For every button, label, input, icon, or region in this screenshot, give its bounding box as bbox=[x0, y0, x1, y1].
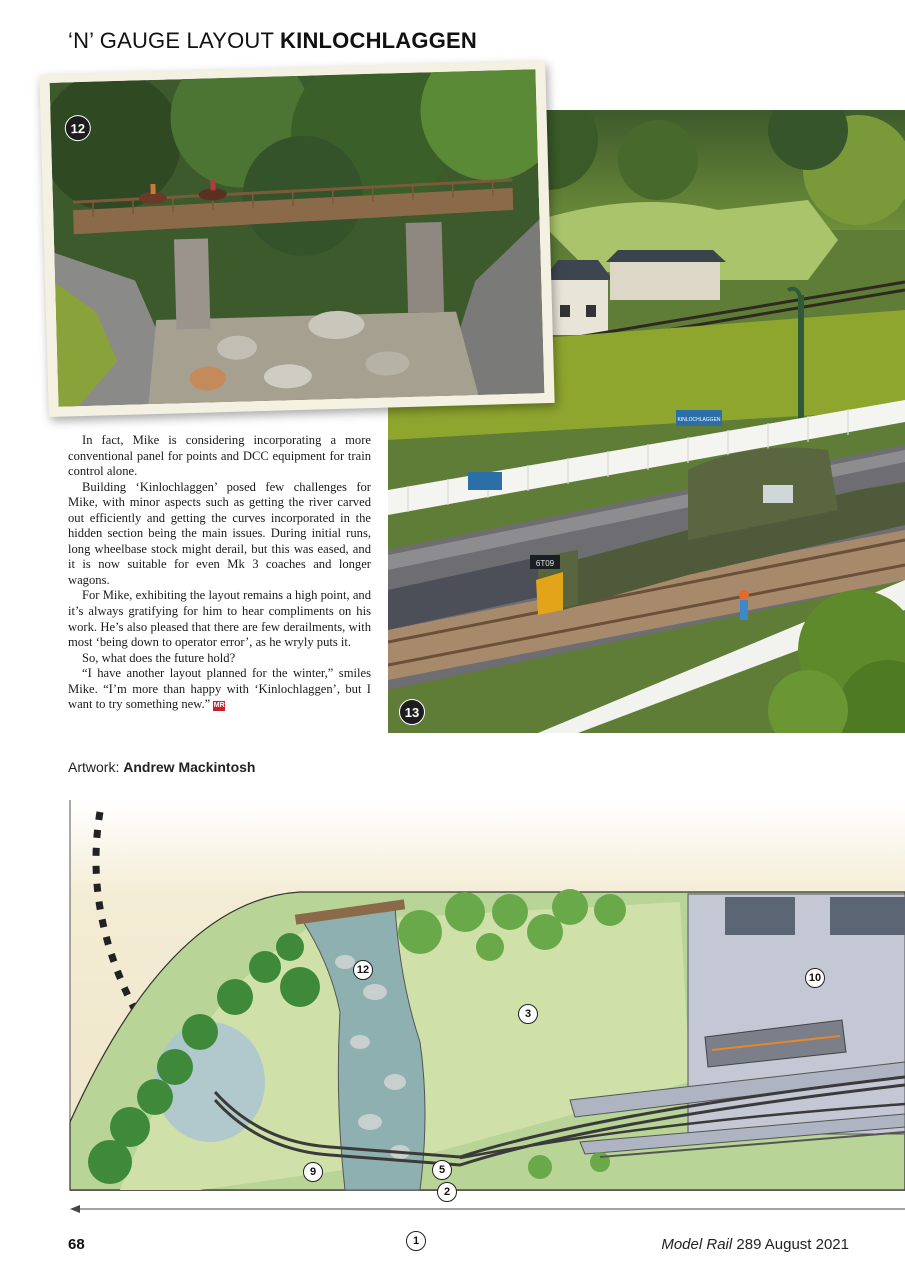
magazine-credit bbox=[661, 1236, 849, 1253]
page-header bbox=[68, 28, 477, 54]
article-body bbox=[68, 433, 371, 713]
camera-marker-icon: 1 bbox=[406, 1231, 426, 1251]
article-paragraph: In fact, Mike is considering incorporating a more conventional panel for points and DCC equipment for train control alone. bbox=[68, 433, 371, 479]
photo-bridge-scene bbox=[39, 61, 554, 417]
end-mark-icon: MR bbox=[213, 702, 225, 710]
magazine-name: Model Rail bbox=[661, 1236, 733, 1253]
article-paragraph: For Mike, exhibiting the layout remains a high point, and it’s always gratifying for him to hear compliments on his work. He’s also pleased that there are few derailments, with most ‘being down to operator error’, as he wryly puts it. bbox=[68, 588, 371, 650]
header-prefix: ‘N’ GAUGE LAYOUT bbox=[68, 28, 274, 53]
camera-marker-icon: 12 bbox=[353, 960, 373, 980]
camera-marker-icon: 3 bbox=[518, 1004, 538, 1024]
photo-number-badge: 13 bbox=[399, 699, 425, 725]
artwork-credit bbox=[68, 759, 255, 775]
camera-marker-icon: 10 bbox=[805, 968, 825, 988]
article-paragraph: “I have another layout planned for the winter,” smiles Mike. “I’m more than happy with ‘Kinlochlaggen’, but I want to try something new.” bbox=[68, 666, 371, 712]
camera-marker-icon: 9 bbox=[303, 1162, 323, 1182]
track-plan-drawing bbox=[0, 782, 905, 1222]
article-paragraph: Building ‘Kinlochlaggen’ posed few challenges for Mike, with minor aspects such as getting the river carved out efficiently and getting the curves incorporated in the hidden section being the main issues. During initial runs, long wheelbase stock might derail, but this was eased, and it is now suitable for even Mk 3 coaches and longer wagons. bbox=[68, 479, 371, 587]
article-paragraph-last bbox=[68, 666, 371, 713]
header-title: KINLOCHLAGGEN bbox=[280, 28, 477, 53]
artwork-artist: Andrew Mackintosh bbox=[123, 759, 256, 775]
page-number: 68 bbox=[68, 1236, 85, 1253]
camera-marker-icon: 5 bbox=[432, 1160, 452, 1180]
photo-number-badge: 12 bbox=[64, 115, 91, 142]
station-sign-text: KINLOCHLAGGEN bbox=[677, 417, 721, 423]
camera-marker-icon: 2 bbox=[437, 1182, 457, 1202]
article-paragraph: So, what does the future hold? bbox=[82, 650, 236, 665]
bridge-scene-illustration bbox=[50, 69, 545, 406]
loco-headcode: 6T09 bbox=[535, 559, 555, 568]
artwork-label: Artwork: bbox=[68, 759, 120, 775]
magazine-issue: 289 August 2021 bbox=[736, 1236, 849, 1253]
